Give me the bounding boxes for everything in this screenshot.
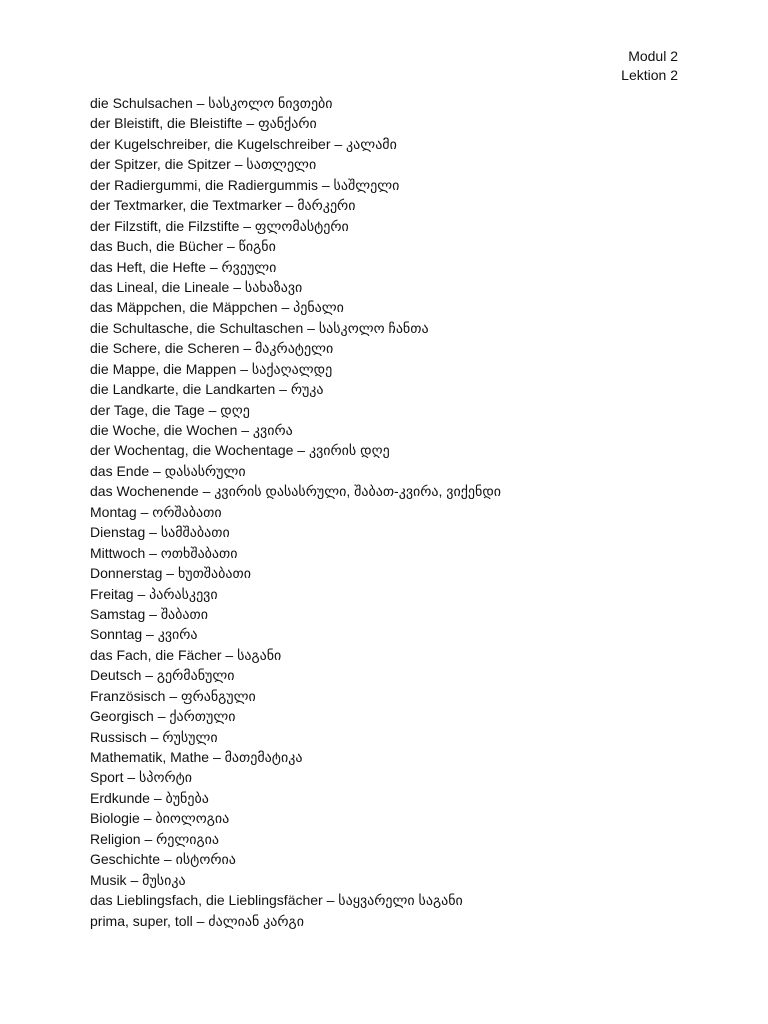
vocabulary-entry: Donnerstag – ხუთშაბათი <box>90 565 251 582</box>
vocabulary-entry: Geschichte – ისტორია <box>90 851 236 868</box>
vocabulary-entry: Montag – ორშაბათი <box>90 503 222 520</box>
vocabulary-entry: das Lineal, die Lineale – სახაზავი <box>90 278 303 295</box>
vocabulary-entry: der Textmarker, die Textmarker – მარკერი <box>90 197 356 214</box>
vocabulary-entry: Musik – მუსიკა <box>90 871 186 888</box>
page-header <box>621 47 678 84</box>
vocabulary-entry: das Ende – დასასრული <box>90 462 246 479</box>
vocabulary-entry: die Woche, die Wochen – კვირა <box>90 422 293 438</box>
vocabulary-entry: das Buch, die Bücher – წიგნი <box>90 238 276 255</box>
vocabulary-entry: das Mäppchen, die Mäppchen – პენალი <box>90 299 344 316</box>
vocabulary-entry: die Schere, die Scheren – მაკრატელი <box>90 340 334 357</box>
vocabulary-list <box>90 93 690 931</box>
vocabulary-entry: das Wochenende – კვირის დასასრული, შაბათ-კვირა, ვიქენდი <box>90 483 502 500</box>
vocabulary-entry: prima, super, toll – ძალიან კარგი <box>90 912 304 929</box>
vocabulary-entry: der Kugelschreiber, die Kugelschreiber – კალამი <box>90 135 397 152</box>
vocabulary-entry: der Bleistift, die Bleistifte – ფანქარი <box>90 115 317 132</box>
vocabulary-entry: Sport – სპორტი <box>90 769 193 786</box>
vocabulary-entry: der Radiergummi, die Radiergummis – საშლელი <box>90 176 400 193</box>
vocabulary-entry: Mathematik, Mathe – მათემატიკა <box>90 749 303 765</box>
vocabulary-entry: der Filzstift, die Filzstifte – ფლომასტერი <box>90 217 349 234</box>
vocabulary-entry: die Schultasche, die Schultaschen – სასკოლო ჩანთა <box>90 319 429 336</box>
vocabulary-entry: das Heft, die Hefte – რვეული <box>90 258 277 275</box>
vocabulary-entry: Biologie – ბიოლოგია <box>90 810 230 827</box>
vocabulary-entry: Georgisch – ქართული <box>90 708 236 725</box>
module-label: Modul 2 <box>628 48 678 64</box>
vocabulary-entry: die Schulsachen – სასკოლო ნივთები <box>90 95 333 111</box>
vocabulary-entry: Religion – რელიგია <box>90 830 220 847</box>
vocabulary-entry: Sonntag – კვირა <box>90 626 198 643</box>
vocabulary-entry: Mittwoch – ოთხშაბათი <box>90 544 238 561</box>
vocabulary-entry: der Wochentag, die Wochentage – კვირის დღე <box>90 442 390 459</box>
vocabulary-entry: das Fach, die Fächer – საგანი <box>90 646 282 663</box>
vocabulary-entry: Russisch – რუსული <box>90 728 218 745</box>
vocabulary-entry: Französisch – ფრანგული <box>90 687 256 704</box>
lesson-label: Lektion 2 <box>621 66 678 83</box>
vocabulary-entry: Erdkunde – ბუნება <box>90 789 209 806</box>
vocabulary-entry: der Tage, die Tage – დღე <box>90 401 250 418</box>
vocabulary-entry: die Landkarte, die Landkarten – რუკა <box>90 381 324 398</box>
vocabulary-entry: der Spitzer, die Spitzer – სათლელი <box>90 156 317 173</box>
vocabulary-entry: die Mappe, die Mappen – საქაღალდე <box>90 360 333 377</box>
vocabulary-entry: Freitag – პარასკევი <box>90 585 218 602</box>
vocabulary-entry: Samstag – შაბათი <box>90 605 208 622</box>
vocabulary-entry: Dienstag – სამშაბათი <box>90 524 230 541</box>
vocabulary-entry: Deutsch – გერმანული <box>90 667 235 684</box>
vocabulary-entry: das Lieblingsfach, die Lieblingsfächer – საყვარელი საგანი <box>90 892 463 909</box>
